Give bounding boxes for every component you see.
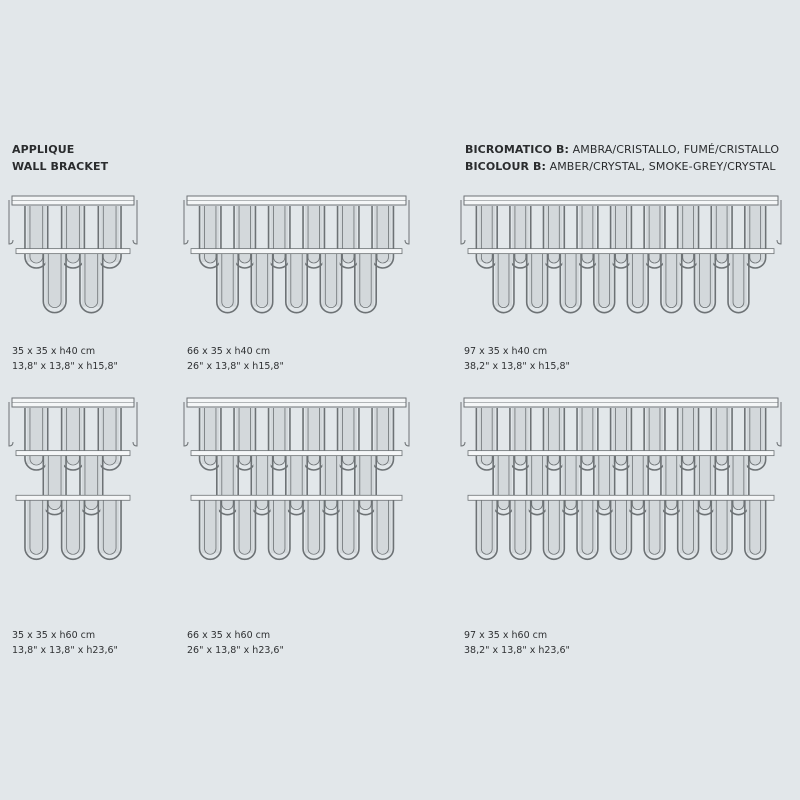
side-hook xyxy=(405,402,409,446)
dimension-cm: 97 x 35 x h40 cm xyxy=(464,346,548,357)
dimension-label-2 xyxy=(464,344,570,374)
dimension-cm: 97 x 35 x h60 cm xyxy=(464,630,548,641)
title-line-english: WALL BRACKET xyxy=(12,160,109,173)
side-hook xyxy=(9,200,13,244)
side-hook xyxy=(777,200,781,244)
dimension-label-3 xyxy=(12,628,118,658)
side-hook xyxy=(184,200,188,244)
tier-rail xyxy=(16,451,130,456)
bracket-drawing-3 xyxy=(9,398,137,559)
bracket-drawing-2 xyxy=(461,196,781,313)
tier-rail xyxy=(191,495,402,500)
tier-rail xyxy=(16,495,130,500)
tier-rail xyxy=(16,249,130,254)
colour-heading-italian: BICROMATICO B: AMBRA/CRISTALLO, FUMÉ/CRISTALLO xyxy=(465,143,780,156)
side-hook xyxy=(461,402,465,446)
dimension-inch: 13,8" x 13,8" x h23,6" xyxy=(12,645,118,656)
bracket-drawing-5 xyxy=(461,398,781,559)
dimension-label-4 xyxy=(187,628,284,658)
side-hook xyxy=(405,200,409,244)
dimension-inch: 26" x 13,8" x h23,6" xyxy=(187,645,284,656)
dimension-label-5 xyxy=(464,628,570,658)
tier-rail xyxy=(468,249,774,254)
tier-rail xyxy=(468,451,774,456)
dimension-inch: 13,8" x 13,8" x h15,8" xyxy=(12,361,118,372)
bracket-drawing-0 xyxy=(9,196,137,313)
side-hook xyxy=(133,200,137,244)
dimension-label-1 xyxy=(187,344,284,374)
colour-heading-english: BICOLOUR B: AMBER/CRYSTAL, SMOKE-GREY/CRYSTAL xyxy=(465,160,776,173)
side-hook xyxy=(184,402,188,446)
bracket-drawing-1 xyxy=(184,196,409,313)
side-hook xyxy=(777,402,781,446)
dimension-cm: 35 x 35 x h60 cm xyxy=(12,630,96,641)
dimension-cm: 66 x 35 x h40 cm xyxy=(187,346,271,357)
dimension-inch: 38,2" x 13,8" x h15,8" xyxy=(464,361,570,372)
dimension-cm: 66 x 35 x h60 cm xyxy=(187,630,271,641)
side-hook xyxy=(9,402,13,446)
bracket-drawing-4 xyxy=(184,398,409,559)
tier-rail xyxy=(191,451,402,456)
side-hook xyxy=(461,200,465,244)
tier-rail xyxy=(468,495,774,500)
dimension-cm: 35 x 35 x h40 cm xyxy=(12,346,96,357)
dimension-inch: 26" x 13,8" x h15,8" xyxy=(187,361,284,372)
title-line-italian: APPLIQUE xyxy=(12,143,75,156)
tier-rail xyxy=(191,249,402,254)
dimension-inch: 38,2" x 13,8" x h23,6" xyxy=(464,645,570,656)
dimension-label-0 xyxy=(12,344,118,374)
side-hook xyxy=(133,402,137,446)
